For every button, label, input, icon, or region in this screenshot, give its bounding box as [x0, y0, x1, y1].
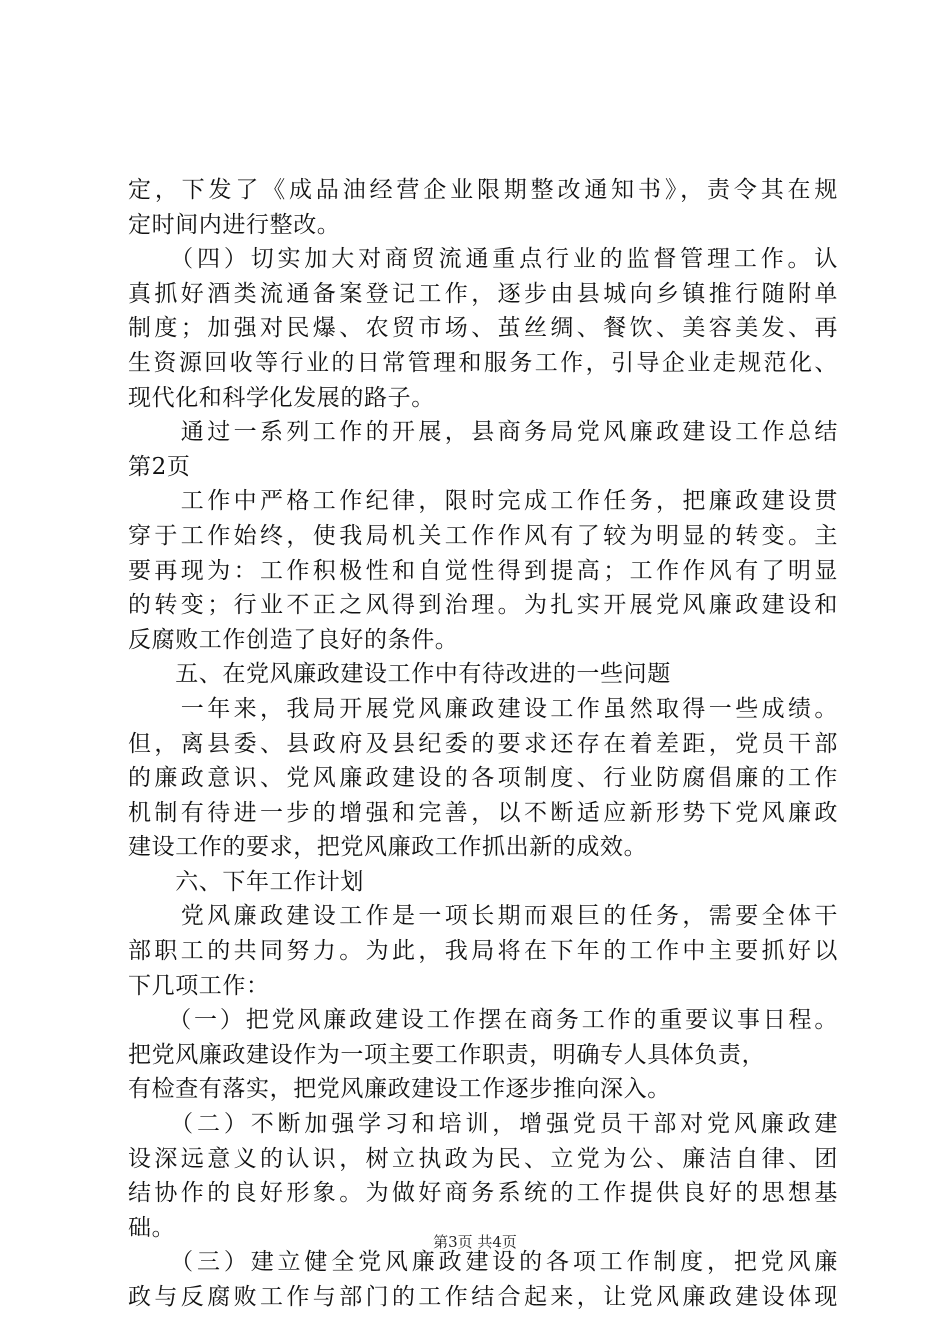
text-line: 制度；加强对民爆、农贸市场、茧丝绸、餐饮、美容美发、再 — [128, 315, 838, 342]
text-line: 五、在党风廉政建设工作中有待改进的一些问题 — [128, 661, 671, 688]
text-line: 结协作的良好形象。为做好商务系统的工作提供良好的思想基 — [128, 1180, 838, 1207]
text-line: 定时间内进行整改。 — [128, 211, 341, 238]
text-line: 础。 — [128, 1214, 176, 1241]
text-line: 下几项工作： — [128, 972, 270, 999]
page-footer: 第3页 共4页 — [433, 1233, 517, 1251]
text-line: 有检查有落实，把党风廉政建设工作逐步推向深入。 — [128, 1076, 671, 1103]
text-line: 生资源回收等行业的日常管理和服务工作，引导企业走规范化、 — [128, 349, 838, 376]
text-line: （二）不断加强学习和培训，增强党员干部对党风廉政建 — [128, 1111, 838, 1138]
text-line: 穿于工作始终，使我局机关工作作风有了较为明显的转变。主 — [128, 522, 838, 549]
text-line: 第2页 — [128, 453, 191, 480]
text-line: 设深远意义的认识，树立执政为民、立党为公、廉洁自律、团 — [128, 1145, 838, 1172]
text-line: 但，离县委、县政府及县纪委的要求还存在着差距，党员干部 — [128, 730, 838, 757]
text-line: 六、下年工作计划 — [128, 868, 364, 895]
text-line: 通过一系列工作的开展，县商务局党风廉政建设工作总结 — [128, 419, 838, 446]
text-line: 一年来，我局开展党风廉政建设工作虽然取得一些成绩。 — [128, 695, 838, 722]
text-line: 反腐败工作创造了良好的条件。 — [128, 626, 459, 653]
text-line: 现代化和科学化发展的路子。 — [128, 384, 435, 411]
text-line: 把党风廉政建设作为一项主要工作职责，明确专人具体负责， — [128, 1041, 766, 1068]
text-line: 建设工作的要求，把党风廉政工作抓出新的成效。 — [128, 834, 648, 861]
text-line: （一）把党风廉政建设工作摆在商务工作的重要议事日程。 — [128, 1007, 838, 1034]
text-line: 党风廉政建设工作是一项长期而艰巨的任务，需要全体干 — [128, 903, 838, 930]
text-line: 工作中严格工作纪律，限时完成工作任务，把廉政建设贯 — [128, 488, 838, 515]
text-line: 定，下发了《成品油经营企业限期整改通知书》，责令其在规 — [128, 177, 838, 203]
text-line: 的廉政意识、党风廉政建设的各项制度、行业防腐倡廉的工作 — [128, 765, 838, 792]
text-line: 部职工的共同努力。为此，我局将在下年的工作中主要抓好以 — [128, 938, 838, 965]
text-line: 机制有待进一步的增强和完善，以不断适应新形势下党风廉政 — [128, 799, 838, 826]
document-body — [128, 173, 838, 1315]
text-line: 政与反腐败工作与部门的工作结合起来，让党风廉政建设体现 — [128, 1284, 838, 1310]
text-line: （三）建立健全党风廉政建设的各项工作制度，把党风廉 — [128, 1249, 838, 1276]
text-line: 要再现为：工作积极性和自觉性得到提高；工作作风有了明显 — [128, 557, 838, 584]
text-line: （四）切实加大对商贸流通重点行业的监督管理工作。认 — [128, 246, 838, 273]
text-line: 的转变；行业不正之风得到治理。为扎实开展党风廉政建设和 — [128, 592, 838, 619]
text-line: 真抓好酒类流通备案登记工作，逐步由县城向乡镇推行随附单 — [128, 280, 838, 307]
